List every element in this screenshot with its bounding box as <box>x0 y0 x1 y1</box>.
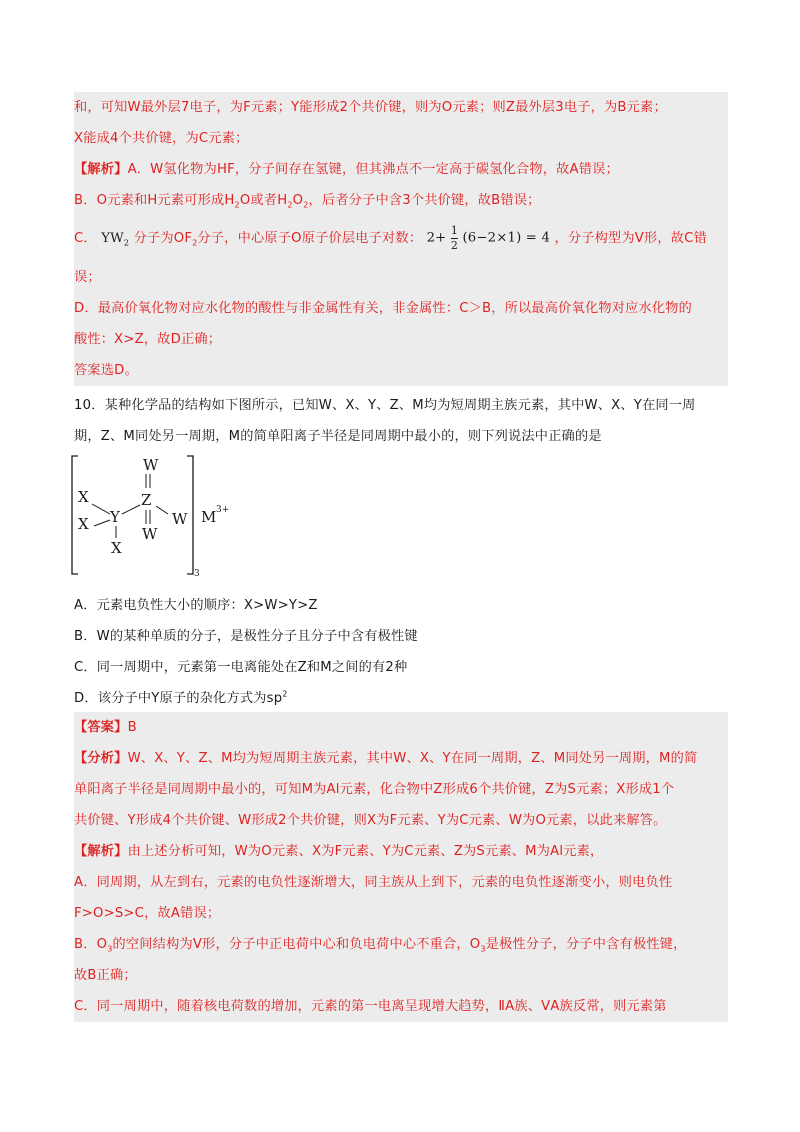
analysis-line <box>74 154 728 185</box>
text-line <box>74 929 728 960</box>
previous-answer-block <box>74 92 728 386</box>
atom-m: M <box>201 508 217 526</box>
text-line: 共价键、Y形成4个共价键、W形成2个共价键，则X为F元素、Y为C元素、W为O元素，以此来解答。 <box>74 813 667 828</box>
atom-x: X <box>78 488 89 506</box>
text-line: 酸性：X>Z，故D正确； <box>74 332 222 347</box>
options <box>74 590 728 714</box>
option-b: B．W的某种单质的分子，是极性分子且分子中含有极性键 <box>74 629 418 644</box>
analysis-tag: 【分析】 <box>74 751 128 766</box>
text-seg: 是极性分子，分子中含有极性键， <box>485 937 687 952</box>
text-line: C．同一周期中，随着核电荷数的增加，元素的第一电离呈现增大趋势，ⅡA族、ⅤA族反常，则元素第 <box>74 999 667 1014</box>
subscript: 2 <box>192 238 198 248</box>
formula-yw2: $YW_2$ <box>101 231 130 248</box>
text-seg: O <box>292 193 304 208</box>
atom-x: X <box>78 515 89 533</box>
explanation-line <box>74 836 728 867</box>
text-line: A．同周期，从左到右，元素的电负性逐渐增大，同主族从上到下，元素的电负性逐渐变小，则电负性 <box>74 875 673 890</box>
analysis-text: A．W氢化物为HF，分子间存在氢键，但其沸点不一定高于碳氢化合物，故A错误； <box>127 162 619 177</box>
subscript: 2 <box>287 200 293 210</box>
atom-w-bottom: W <box>142 525 158 543</box>
text-seg: 分子为OF <box>133 231 193 246</box>
text-seg: 分子，中心原子O原子价层电子对数： <box>197 231 423 246</box>
formula-line <box>74 216 728 262</box>
bond-x1-y <box>92 504 110 514</box>
question-10 <box>74 390 728 452</box>
answer-line <box>74 712 728 743</box>
bond-x2-y <box>94 520 110 526</box>
text-seg: ，后者分子中含3个共价键，故B错误； <box>308 193 541 208</box>
subscript: 2 <box>234 200 240 210</box>
text-seg: B．O元素和H元素可形成H <box>74 193 235 208</box>
superscript: 2 <box>282 689 288 699</box>
text-line: 单阳离子半径是同周期中最小的，可知M为Al元素，化合物中Z形成6个共价键，Z为S元素；X形成1个 <box>74 782 675 797</box>
valence-formula: 2+ $\frac{1}{2}$ (6−2×1) = 4 <box>426 223 551 252</box>
answer-value: B <box>127 720 137 735</box>
charge-label: 3+ <box>216 505 230 515</box>
option-c: C．同一周期中，元素第一电离能处在Z和M之间的有2种 <box>74 660 408 675</box>
text-seg: W、X、Y、Z、M均为短周期主族元素，其中W、X、Y在同一周期，Z、M同处另一周期，M的简 <box>127 751 698 766</box>
text-seg: 由上述分析可知，W为O元素、X为F元素、Y为C元素、Z为S元素、M为Al元素， <box>127 844 604 859</box>
bond-z-w <box>156 506 168 514</box>
subscript: 2 <box>303 200 309 210</box>
text-line <box>74 185 728 216</box>
bond-y-z <box>122 505 140 514</box>
text-line: 故B正确； <box>74 968 137 983</box>
text-seg: C． <box>74 231 97 246</box>
structure-diagram <box>70 452 270 580</box>
text-line: D．最高价氧化物对应水化物的酸性与非金属性有关，非金属性：C＞B，所以最高价氧化物对应水化物的 <box>74 301 693 316</box>
right-bracket <box>187 456 193 574</box>
atom-x: X <box>111 539 122 557</box>
option-d-text: D．该分子中Y原子的杂化方式为sp <box>74 691 283 706</box>
explanation-tag: 【解析】 <box>74 844 128 859</box>
text-line: X能成4个共价键，为C元素； <box>74 131 249 146</box>
option-a: A．元素电负性大小的顺序：X>W>Y>Z <box>74 598 318 613</box>
question-stem: 10．某种化学品的结构如下图所示，已知W、X、Y、Z、M均为短周期主族元素，其中W、X、Y在同一周 <box>74 398 696 413</box>
atom-z: Z <box>141 491 152 509</box>
text-line: 答案选D。 <box>74 363 138 378</box>
analysis-tag: 【解析】 <box>74 162 128 177</box>
text-seg: O或者H <box>239 193 288 208</box>
subscript: 3 <box>480 944 486 954</box>
text-line: 和，可知W最外层7电子，为F元素；Y能形成2个共价键，则为O元素；则Z最外层3电子，为B元素； <box>74 100 667 115</box>
text-seg: ，分子构型为V形，故C错 <box>554 231 707 246</box>
subscript: 3 <box>107 944 113 954</box>
analysis-line <box>74 743 728 774</box>
question-stem: 期，Z、M同处另一周期，M的简单阳离子半径是同周期中最小的，则下列说法中正确的是 <box>74 429 602 444</box>
text-line: F>O>S>C，故A错误； <box>74 906 221 921</box>
text-seg: B．O <box>74 937 108 952</box>
text-seg: 的空间结构为V形，分子中正电荷中心和负电荷中心不重合，O <box>112 937 481 952</box>
answer-block <box>74 712 728 1022</box>
option-d <box>74 683 728 714</box>
answer-tag: 【答案】 <box>74 720 128 735</box>
atom-y: Y <box>110 508 120 526</box>
atom-w-right: W <box>172 510 188 528</box>
bracket-subscript: 3 <box>194 569 200 579</box>
text-line: 误； <box>74 270 101 285</box>
atom-w-top: W <box>143 456 159 474</box>
